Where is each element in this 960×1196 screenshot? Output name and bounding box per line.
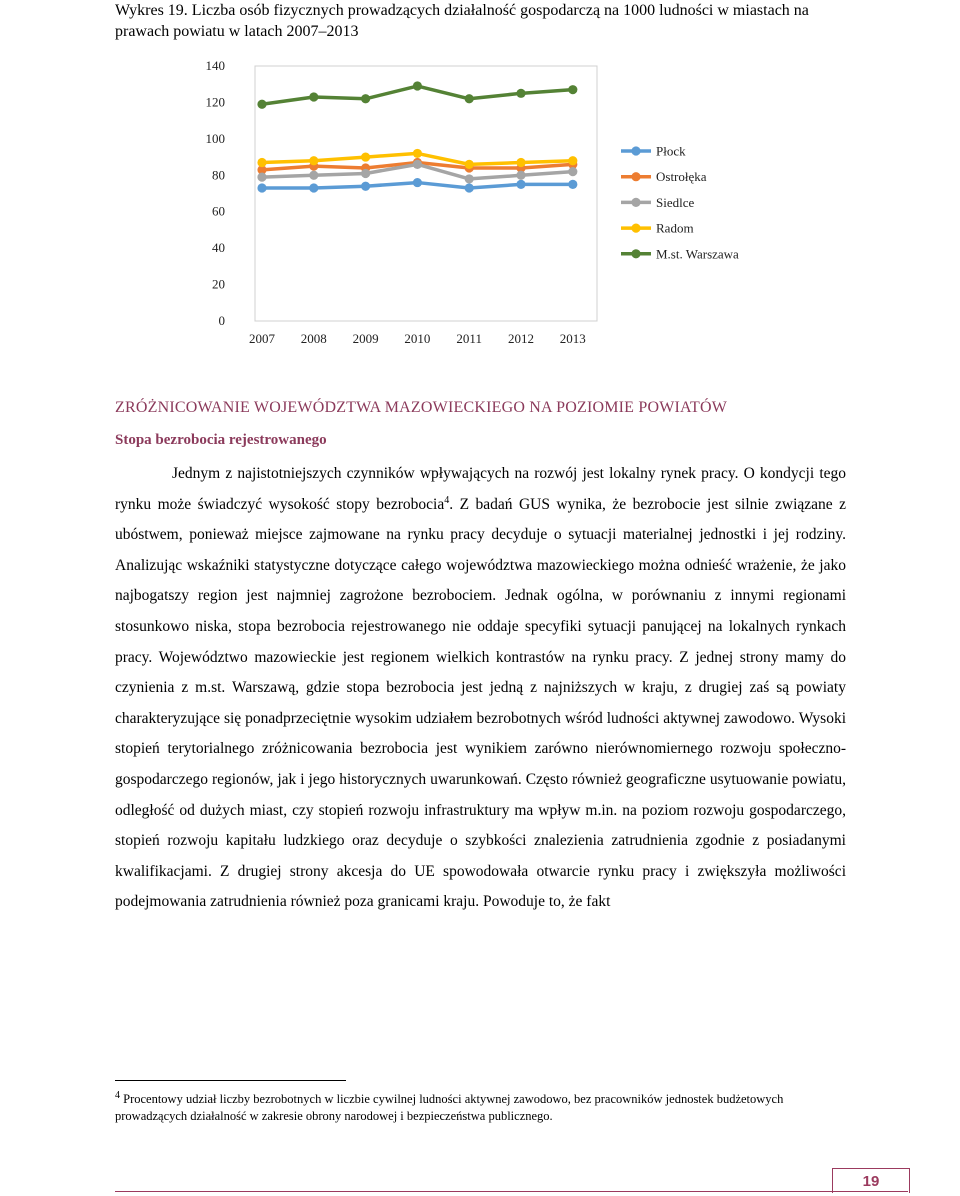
data-point (309, 156, 318, 165)
line-chart (195, 52, 795, 352)
y-tick-label: 40 (212, 240, 225, 256)
x-tick-label: 2008 (300, 331, 327, 346)
legend-marker (631, 146, 640, 155)
data-point (361, 94, 370, 103)
data-point (361, 152, 370, 161)
section-heading: ZRÓŻNICOWANIE WOJEWÓDZTWA MAZOWIECKIEGO NA POZIOMIE POWIATÓW (115, 399, 728, 416)
legend-marker (631, 249, 640, 258)
data-point (568, 156, 577, 165)
body-paragraph (115, 459, 846, 918)
data-point (361, 182, 370, 191)
y-axis (206, 58, 226, 328)
data-point (309, 183, 318, 192)
legend-entry (621, 221, 694, 236)
section-subheading: Stopa bezrobocia rejestrowanego (115, 432, 327, 448)
figure-label: Wykres 19. (115, 2, 188, 19)
legend-label: Ostrołęka (656, 169, 707, 185)
data-point (568, 167, 577, 176)
data-point (257, 173, 266, 182)
legend-label: Radom (656, 220, 694, 236)
footnote-text: Procentowy udział liczby bezrobotnych w liczbie cywilnej ludności aktywnej zawodowo, bez pracowników jednostek budżetowych prowadzących działalność w zakresie obrony narodowej i bezpieczeństwa publicznego. (115, 1092, 784, 1123)
x-tick-label: 2007 (249, 331, 275, 346)
legend-marker (631, 224, 640, 233)
data-point (257, 100, 266, 109)
data-point (465, 174, 474, 183)
footnote (115, 1091, 850, 1125)
y-tick-label: 60 (212, 203, 225, 219)
series-m-st-warszawa (257, 81, 577, 108)
plot-area (255, 66, 597, 321)
y-tick-label: 0 (218, 313, 225, 328)
data-point (568, 180, 577, 189)
legend-marker (631, 172, 640, 181)
y-tick-label: 20 (212, 276, 225, 292)
data-point (413, 81, 422, 90)
y-tick-label: 80 (212, 167, 225, 183)
legend-entry (621, 169, 707, 184)
page-rule (115, 1191, 908, 1192)
figure-caption (115, 0, 850, 42)
x-axis (249, 331, 586, 346)
data-point (516, 171, 525, 180)
data-point (465, 183, 474, 192)
data-point (516, 89, 525, 98)
page-number: 19 (832, 1168, 910, 1193)
y-tick-label: 140 (205, 58, 225, 73)
x-tick-label: 2012 (508, 331, 534, 346)
x-tick-label: 2013 (559, 331, 586, 346)
legend-entry (621, 144, 686, 159)
x-tick-label: 2011 (456, 331, 482, 346)
body-part-2: . Z badań GUS wynika, że bezrobocie jest silnie związane z ubóstwem, ponieważ miejsce zajmowane na rynku pracy decyduje o sytuacji materialnej jednostki i jej rodziny. Analizując wskaźniki statystyczne dotyczące całego województwa mazowieckiego można odnieść wrażenie, że jako najbogatszy region jest najmniej zagrożone bezrobociem. Jednak ogólna, w porównaniu z innymi regionami stosunkowo niska, stopa bezrobocia rejestrowanego nie oddaje specyfiki sytuacji panującej na lokalnych rynkach pracy. Województwo mazowieckie jest regionem wielkich kontrastów na rynku pracy. Z jednej strony mamy do czynienia z m.st. Warszawą, gdzie stopa bezrobocia jest jedną z najniższych w kraju, z drugiej zaś są powiaty charakteryzujące się ponadprzeciętnie wysokim udziałem bezrobotnych wśród ludności aktywnej zawodowo. Wysoki stopień terytorialnego zróżnicowania bezrobocia jest wynikiem zarówno nierównomiernego rozwoju społeczno-gospodarczego regionów, jak i jego historycznych uwarunkowań. Często również geograficzne usytuowanie powiatu, odległość od dużych miast, czy stopień rozwoju infrastruktury ma wpływ m.in. na poziom rozwoju gospodarczego, stopień rozwoju kapitału ludzkiego oraz decyduje o szybkości znalezienia zatrudnienia zgodnie z posiadanymi kwalifikacjami. Z drugiej strony akcesja do UE spowodowała otwarcie rynku pracy i zwiększyła możliwości podejmowania zatrudnienia również poza granicami kraju. Powoduje to, że fakt (115, 495, 846, 911)
plot-border (255, 66, 597, 321)
data-point (257, 158, 266, 167)
data-point (516, 180, 525, 189)
x-tick-label: 2010 (404, 331, 431, 346)
data-point (361, 169, 370, 178)
data-point (516, 158, 525, 167)
legend-entry (621, 195, 694, 210)
data-point (413, 178, 422, 187)
legend-label: Płock (656, 143, 686, 159)
legend-entry (621, 246, 739, 261)
footnote-number: 4 (115, 1089, 120, 1101)
figure-title: Liczba osób fizycznych prowadzących działalność gospodarczą na 1000 ludności w miastach na prawach powiatu w latach 2007–2013 (115, 2, 809, 40)
legend-marker (631, 198, 640, 207)
data-point (568, 85, 577, 94)
footnote-ref: 4 (444, 494, 450, 506)
y-tick-label: 100 (205, 130, 225, 146)
data-point (413, 149, 422, 158)
legend-label: M.st. Warszawa (656, 246, 739, 262)
x-tick-label: 2009 (352, 331, 379, 346)
body-part-1: Jednym z najistotniejszych czynników wpływających na rozwój jest lokalny rynek pracy. O kondycji tego rynku może świadczyć wysokość stopy bezrobocia (115, 465, 846, 513)
legend (621, 144, 739, 262)
data-point (309, 92, 318, 101)
data-point (465, 94, 474, 103)
series-płock (257, 178, 577, 193)
body-text (115, 459, 846, 918)
data-point (465, 160, 474, 169)
footnote-rule (115, 1080, 346, 1081)
data-point (257, 183, 266, 192)
y-tick-label: 120 (205, 94, 225, 110)
legend-label: Siedlce (656, 194, 695, 210)
data-point (309, 171, 318, 180)
data-point (413, 160, 422, 169)
